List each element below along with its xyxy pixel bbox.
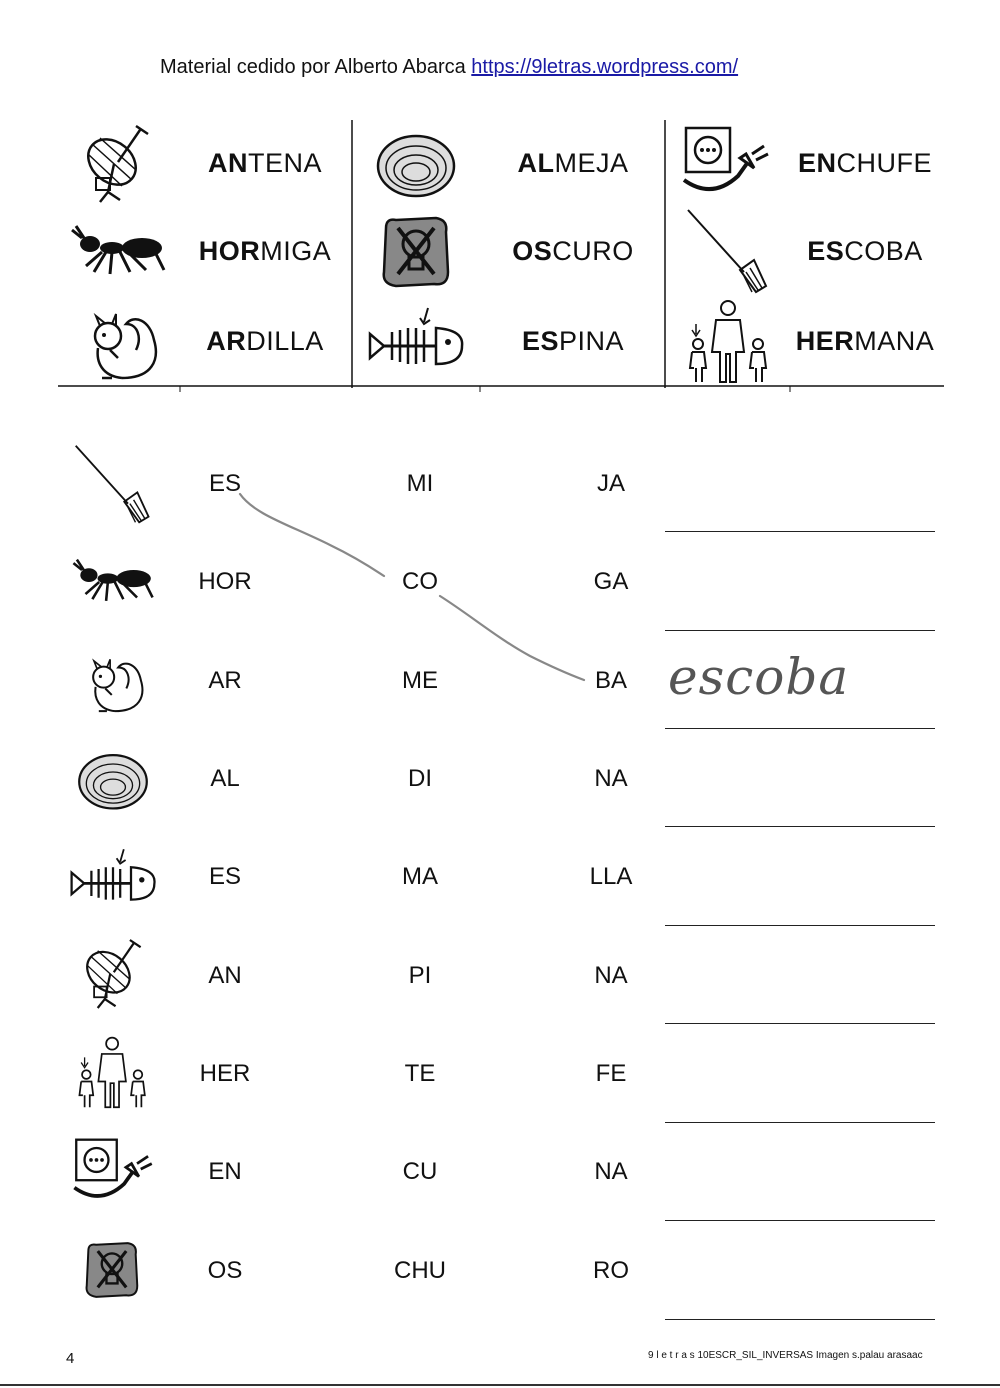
syllable-col2-row2[interactable]: CO bbox=[402, 568, 438, 595]
syllable-col3-row8[interactable]: NA bbox=[594, 1158, 628, 1185]
syllable-col2-row9[interactable]: CHU bbox=[394, 1257, 446, 1284]
vocab-word-oscuro: OSCURO bbox=[512, 236, 634, 266]
syllable-col1-row6[interactable]: AN bbox=[208, 962, 242, 989]
syllable-col1-row7[interactable]: HER bbox=[199, 1060, 251, 1087]
syllable-col3-row2[interactable]: GA bbox=[593, 568, 629, 595]
clam-icon bbox=[74, 748, 152, 812]
syllable-col3-row7[interactable]: FE bbox=[595, 1060, 627, 1087]
plug-icon bbox=[72, 1136, 156, 1206]
page-number: 4 bbox=[66, 1350, 75, 1367]
syllable-col3-row3[interactable]: BA bbox=[594, 667, 627, 694]
syllable-col1-row2[interactable]: HOR bbox=[198, 568, 252, 595]
answer-line-row6[interactable] bbox=[665, 1023, 935, 1024]
syllable-col3-row6[interactable]: NA bbox=[594, 962, 628, 989]
syllable-col1-row3[interactable]: AR bbox=[208, 667, 242, 694]
antenna-icon bbox=[78, 936, 146, 1012]
syllable-col3-row1[interactable]: JA bbox=[596, 470, 625, 497]
syllable-col3-row9[interactable]: RO bbox=[593, 1257, 629, 1284]
answer-line-row9[interactable] bbox=[665, 1319, 935, 1320]
syllable-col2-row6[interactable]: PI bbox=[408, 962, 432, 989]
vocab-word-hermana: HERMANA bbox=[795, 326, 935, 356]
page-bottom-edge bbox=[0, 1384, 1000, 1386]
syllable-col1-row5[interactable]: ES bbox=[208, 863, 241, 890]
credit-text: Material cedido por Alberto Abarca bbox=[160, 56, 472, 78]
vocab-word-enchufe: ENCHUFE bbox=[797, 148, 932, 178]
answer-line-row5[interactable] bbox=[665, 925, 935, 926]
ant-icon bbox=[70, 556, 156, 608]
syllable-col1-row1[interactable]: ES bbox=[208, 470, 241, 497]
vocab-word-escoba: ESCOBA bbox=[807, 236, 923, 266]
squirrel-icon bbox=[82, 648, 148, 716]
syllable-col1-row4[interactable]: AL bbox=[210, 765, 240, 792]
syllable-col3-row5[interactable]: LLA bbox=[589, 863, 633, 890]
credit-link[interactable]: https://9letras.wordpress.com/ bbox=[471, 56, 739, 78]
syllable-col1-row9[interactable]: OS bbox=[207, 1257, 243, 1284]
syllable-col3-row4[interactable]: NA bbox=[594, 765, 628, 792]
dark-bulb-icon bbox=[82, 1240, 142, 1300]
vocab-word-almeja: ALMEJA bbox=[517, 148, 629, 178]
syllable-col2-row5[interactable]: MA bbox=[402, 863, 438, 890]
answer-line-row7[interactable] bbox=[665, 1122, 935, 1123]
broom-icon bbox=[72, 442, 156, 526]
vocab-word-espina: ESPINA bbox=[521, 326, 625, 356]
fishbone-icon bbox=[68, 842, 158, 914]
syllable-col2-row8[interactable]: CU bbox=[402, 1158, 438, 1185]
vocab-word-antena: ANTENA bbox=[207, 148, 322, 178]
vocab-word-hormiga: HORMIGA bbox=[198, 236, 332, 266]
answer-line-row8[interactable] bbox=[665, 1220, 935, 1221]
footer-note: 9 l e t r a s 10ESCR_SIL_INVERSAS Imagen s.palau arasaac bbox=[648, 1350, 923, 1361]
answer-line-row4[interactable] bbox=[665, 826, 935, 827]
family-icon bbox=[76, 1034, 150, 1110]
syllable-col1-row8[interactable]: EN bbox=[208, 1158, 242, 1185]
syllable-col2-row3[interactable]: ME bbox=[402, 667, 438, 694]
syllable-col2-row4[interactable]: DI bbox=[408, 765, 432, 792]
syllable-col2-row1[interactable]: MI bbox=[406, 470, 434, 497]
vocab-word-ardilla: ARDILLA bbox=[206, 326, 324, 356]
handwritten-answer-row3: escoba bbox=[668, 648, 850, 706]
syllable-col2-row7[interactable]: TE bbox=[404, 1060, 436, 1087]
